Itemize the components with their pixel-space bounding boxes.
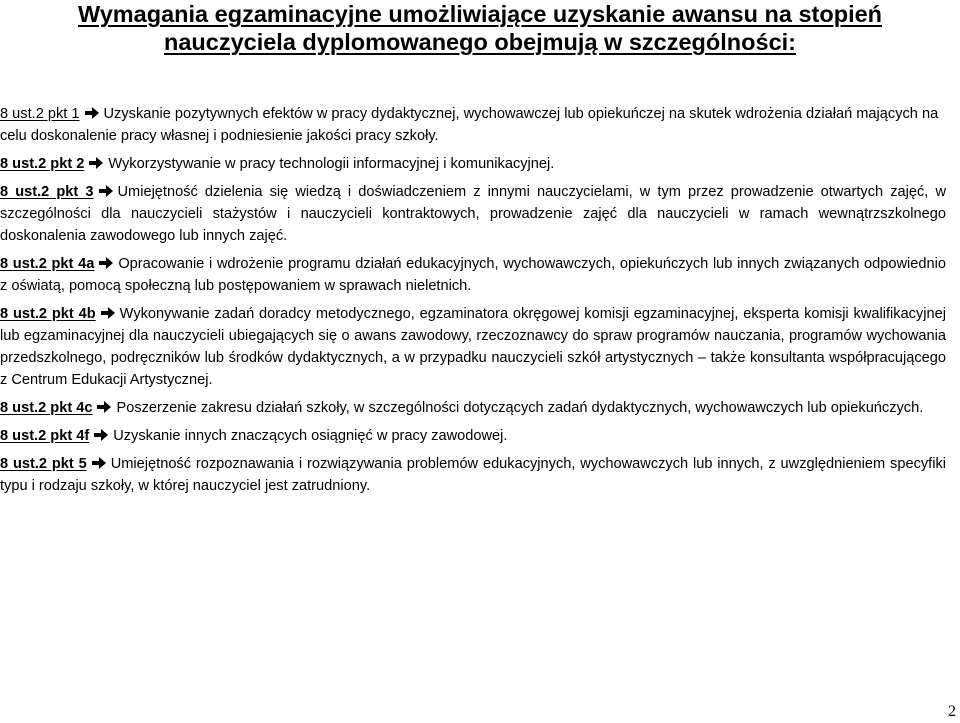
right-arrow-icon bbox=[92, 457, 106, 469]
requirement-text: Uzyskanie pozytywnych efektów w pracy dydaktycznej, wychowawczej lub opiekuńczej na skutek wdrożenia działań mających na celu doskonalenie pracy własnej i podniesienie jakości pracy szkoły. bbox=[0, 106, 939, 144]
requirement-reference: 8 ust.2 pkt 4c bbox=[0, 400, 93, 416]
requirement-pkt-4a bbox=[0, 253, 946, 297]
right-arrow-icon bbox=[99, 257, 113, 269]
right-arrow-icon bbox=[101, 307, 115, 319]
document-title bbox=[0, 0, 960, 56]
requirement-text: Umiejętność rozpoznawania i rozwiązywania problemów edukacyjnych, wychowawczych lub innych, z uwzględnieniem specyfiki typu i rodzaju szkoły, w której nauczyciel jest zatrudniony. bbox=[0, 456, 946, 494]
requirement-pkt-2 bbox=[0, 153, 946, 175]
requirement-reference: 8 ust.2 pkt 4f bbox=[0, 428, 90, 444]
title-line-2: nauczyciela dyplomowanego obejmują w szczególności: bbox=[163, 29, 797, 55]
requirement-pkt-5 bbox=[0, 453, 946, 497]
right-arrow-icon bbox=[89, 157, 103, 169]
requirement-pkt-4b bbox=[0, 303, 946, 391]
requirements-list bbox=[0, 103, 946, 503]
requirement-text: Umiejętność dzielenia się wiedzą i doświadczeniem z innymi nauczycielami, w tym przez prowadzenie otwartych zajęć, w szczególności dla nauczycieli stażystów i nauczycieli kontraktowych, prowadzenie zajęć dla nauczycieli w ramach wewnątrzszkolnego doskonalenia zawodowego lub innych zajęć. bbox=[0, 184, 946, 244]
requirement-text: Wykonywanie zadań doradcy metodycznego, egzaminatora okręgowej komisji egzaminacyjnej, eksperta komisji kwalifikacyjnej lub egzaminacyjnej dla nauczycieli ubiegających się o awans zawodowy, rzeczoznawcy do spraw programów nauczania, programów wychowania przedszkolnego, podręczników lub środków dydaktycznych, a w przypadku nauczycieli szkół artystycznych – także konsultanta współpracującego z Centrum Edukacji Artystycznej. bbox=[0, 306, 946, 388]
right-arrow-icon bbox=[94, 429, 108, 441]
title-line-1: Wymagania egzaminacyjne umożliwiające uzyskanie awansu na stopień bbox=[77, 1, 883, 27]
requirement-reference: 8 ust.2 pkt 3 bbox=[0, 184, 94, 200]
requirement-reference: 8 ust.2 pkt 4a bbox=[0, 256, 95, 272]
requirement-pkt-4c bbox=[0, 397, 946, 419]
right-arrow-icon bbox=[85, 107, 99, 119]
requirement-text: Wykorzystywanie w pracy technologii informacyjnej i komunikacyjnej. bbox=[108, 156, 555, 172]
requirement-text: Opracowanie i wdrożenie programu działań edukacyjnych, wychowawczych, opiekuńczych lub innych związanych odpowiednio z oświatą, pomocą społeczną lub postępowaniem w sprawach nieletnich. bbox=[0, 256, 946, 294]
page-number: 2 bbox=[948, 703, 956, 720]
requirement-reference: 8 ust.2 pkt 1 bbox=[0, 106, 80, 122]
requirement-reference: 8 ust.2 pkt 5 bbox=[0, 456, 87, 472]
requirement-text: Poszerzenie zakresu działań szkoły, w szczególności dotyczących zadań dydaktycznych, wychowawczych lub opiekuńczych. bbox=[116, 400, 924, 416]
requirement-pkt-1 bbox=[0, 103, 946, 147]
requirement-pkt-4f bbox=[0, 425, 946, 447]
requirement-pkt-3 bbox=[0, 181, 946, 247]
requirement-text: Uzyskanie innych znaczących osiągnięć w pracy zawodowej. bbox=[113, 428, 508, 444]
right-arrow-icon bbox=[97, 401, 111, 413]
requirement-reference: 8 ust.2 pkt 2 bbox=[0, 156, 85, 172]
requirement-reference: 8 ust.2 pkt 4b bbox=[0, 306, 96, 322]
right-arrow-icon bbox=[99, 185, 113, 197]
